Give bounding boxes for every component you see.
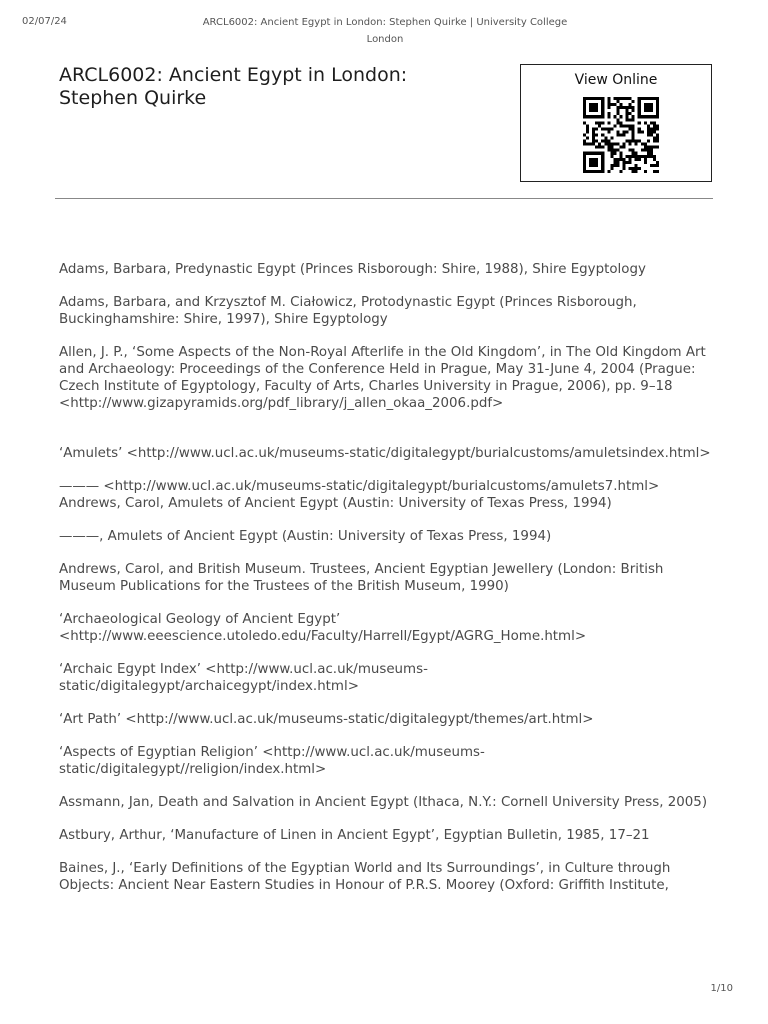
bibliography-list: [59, 261, 719, 910]
header-divider: [55, 198, 713, 199]
qr-code-icon[interactable]: [583, 97, 659, 173]
bibliography-entry: ———, Amulets of Ancient Egypt (Austin: University of Texas Press, 1994): [59, 529, 552, 544]
bibliography-entry: ‘Archaeological Geology of Ancient Egypt’ <http://www.eeescience.utoledo.edu/Faculty/Harrell/Egypt/AGRG_Home.html>: [59, 612, 587, 644]
bibliography-entry: ‘Amulets’ <http://www.ucl.ac.uk/museums-static/digitalegypt/burialcustoms/amuletsindex.html>: [59, 446, 711, 461]
page-title: ARCL6002: Ancient Egypt in London: Stephen Quirke: [59, 64, 408, 109]
bibliography-entry: ‘Art Path’ <http://www.ucl.ac.uk/museums-static/digitalegypt/themes/art.html>: [59, 712, 594, 727]
bibliography-entry: ‘Aspects of Egyptian Religion’ <http://www.ucl.ac.uk/museums-static/digitalegypt//religion/index.html>: [59, 745, 485, 777]
bibliography-entry: Adams, Barbara, and Krzysztof M. Ciałowicz, Protodynastic Egypt (Princes Risborough, Buckinghamshire: Shire, 1997), Shire Egyptology: [59, 295, 637, 327]
bibliography-entry: Baines, J., ‘Early Definitions of the Egyptian World and Its Surroundings’, in Culture through Objects: Ancient Near Eastern Studies in Honour of P.R.S. Moorey (Oxford: Griffith Institute,: [59, 861, 671, 893]
page-number: 1/10: [710, 983, 733, 994]
view-online-box[interactable]: [520, 64, 712, 182]
bibliography-entry: ‘Archaic Egypt Index’ <http://www.ucl.ac.uk/museums-static/digitalegypt/archaicegypt/index.html>: [59, 662, 428, 694]
print-header-title: ARCL6002: Ancient Egypt in London: Stephen Quirke | University College London: [202, 17, 568, 45]
bibliography-entry: Andrews, Carol, Amulets of Ancient Egypt (Austin: University of Texas Press, 1994): [59, 496, 612, 511]
bibliography-entry: Allen, J. P., ‘Some Aspects of the Non-Royal Afterlife in the Old Kingdom’, in The Old Kingdom Art and Archaeology: Proceedings of the Conference Held in Prague, May 31-June 4, 2004 (Prague: Czech Institute of Egyptology, Faculty of Arts, Charles University in Prague, 2006), pp. 9–18 <http://www.gizapyramids.org/pdf_library/j_allen_okaa_2006.pdf>: [59, 345, 706, 411]
bibliography-entry: Astbury, Arthur, ‘Manufacture of Linen in Ancient Egypt’, Egyptian Bulletin, 1985, 17–21: [59, 828, 650, 843]
print-date: 02/07/24: [22, 16, 67, 27]
view-online-label: View Online: [574, 72, 658, 88]
bibliography-entry: Adams, Barbara, Predynastic Egypt (Princes Risborough: Shire, 1988), Shire Egyptology: [59, 262, 646, 277]
bibliography-entry: Assmann, Jan, Death and Salvation in Ancient Egypt (Ithaca, N.Y.: Cornell University Press, 2005): [59, 795, 708, 810]
bibliography-entry: ——— <http://www.ucl.ac.uk/museums-static/digitalegypt/burialcustoms/amulets7.html>: [59, 479, 660, 494]
bibliography-entry: Andrews, Carol, and British Museum. Trustees, Ancient Egyptian Jewellery (London: British Museum Publications for the Trustees of the British Museum, 1990): [59, 562, 664, 594]
